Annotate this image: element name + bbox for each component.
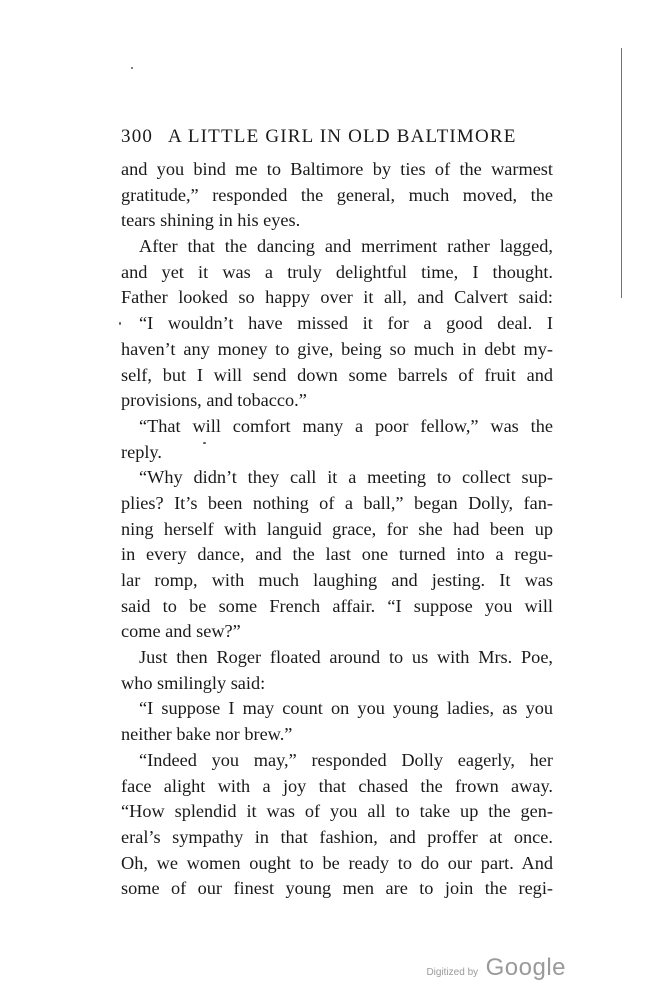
text-line: “How splendid it was of you all to take up the gen- bbox=[121, 801, 553, 822]
text-line: “Indeed you may,” responded Dolly eagerly, her bbox=[139, 749, 553, 770]
scan-speck bbox=[131, 67, 133, 69]
text-line: “I suppose I may count on you young ladies, as you bbox=[139, 698, 553, 719]
text-line: Father looked so happy over it all, and Calvert said: bbox=[121, 287, 553, 308]
text-line: who smilingly said: bbox=[121, 672, 266, 693]
text-line: gratitude,” responded the general, much moved, the bbox=[121, 184, 553, 205]
text-line: reply. bbox=[121, 441, 162, 462]
text-line: face alight with a joy that chased the frown away. bbox=[121, 775, 553, 796]
text-line: neither bake nor brew.” bbox=[121, 724, 293, 745]
text-line: plies? It’s been nothing of a ball,” began Dolly, fan- bbox=[121, 492, 553, 513]
text-line: provisions, and tobacco.” bbox=[121, 390, 307, 411]
text-line: “Why didn’t they call it a meeting to collect sup- bbox=[139, 467, 553, 488]
text-line: come and sew?” bbox=[121, 621, 241, 642]
text-line: haven’t any money to give, being so much in debt my- bbox=[121, 338, 553, 359]
text-line: After that the dancing and merriment rather lagged, bbox=[139, 236, 553, 257]
running-header bbox=[121, 126, 561, 148]
text-line: in every dance, and the last one turned into a regu- bbox=[121, 544, 553, 565]
digitized-watermark bbox=[426, 954, 566, 982]
text-line: “I wouldn’t have missed it for a good deal. I bbox=[139, 313, 553, 334]
text-line: and yet it was a truly delightful time, I thought. bbox=[121, 261, 553, 282]
body-text bbox=[121, 157, 553, 902]
page-edge-line bbox=[621, 48, 622, 298]
text-line: eral’s sympathy in that fashion, and proffer at once. bbox=[121, 826, 553, 847]
text-line: “That will comfort many a poor fellow,” was the bbox=[139, 415, 553, 436]
text-line: some of our finest young men are to join the regi- bbox=[121, 878, 553, 899]
text-line: self, but I will send down some barrels of fruit and bbox=[121, 364, 553, 385]
text-line: ning herself with languid grace, for she had been up bbox=[121, 518, 553, 539]
text-line: and you bind me to Baltimore by ties of the warmest bbox=[121, 159, 553, 179]
google-logo: Google bbox=[485, 954, 566, 981]
text-line: lar romp, with much laughing and jesting. It was bbox=[121, 570, 553, 590]
text-line: Just then Roger floated around to us with Mrs. Poe, bbox=[139, 647, 553, 668]
page-number: 300 bbox=[121, 126, 154, 147]
running-title: A LITTLE GIRL IN OLD BALTIMORE bbox=[168, 126, 517, 147]
watermark-prefix: Digitized by bbox=[426, 967, 479, 978]
text-line: said to be some French affair. “I suppose you will bbox=[121, 595, 553, 616]
text-line: tears shining in his eyes. bbox=[121, 210, 301, 231]
text-line: Oh, we women ought to be ready to do our part. And bbox=[121, 852, 553, 873]
